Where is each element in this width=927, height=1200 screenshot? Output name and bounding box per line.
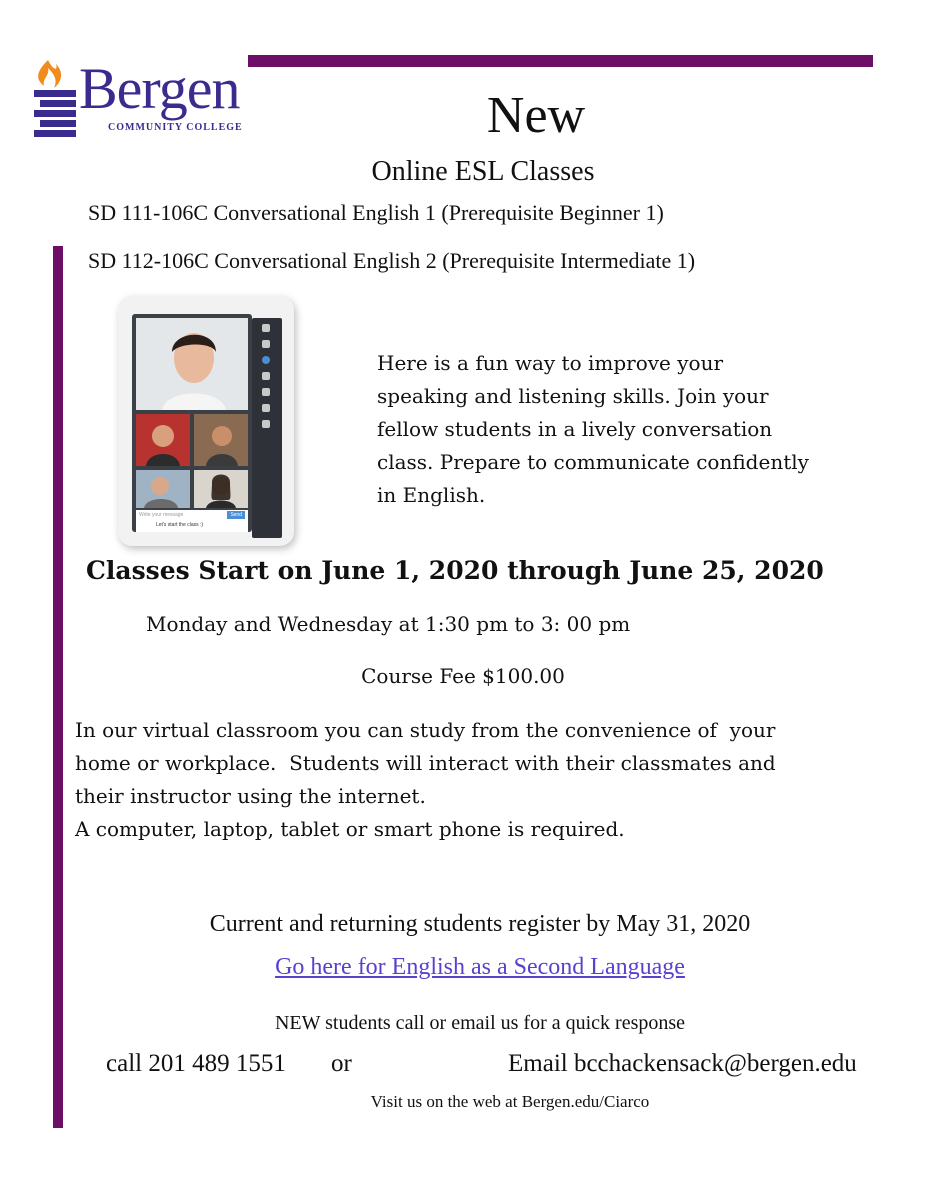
student-video-tile-2 (194, 414, 248, 466)
tool-icon (262, 324, 270, 332)
chat-panel (136, 510, 248, 532)
instructor-video-tile (136, 318, 248, 410)
video-class-photo (118, 296, 294, 546)
course-line-1: SD 111-106C Conversational English 1 (Prerequisite Beginner 1) (88, 200, 664, 225)
email-address[interactable]: Email bcchackensack@bergen.edu (508, 1050, 857, 1077)
logo-wordmark: Bergen (79, 56, 240, 121)
tool-icon (262, 388, 270, 396)
video-grid (132, 314, 252, 532)
virtual-classroom-paragraph (75, 714, 855, 846)
whiteboard-toolbar (252, 318, 282, 538)
send-button: Send (227, 511, 245, 519)
virtual-line-1: In our virtual classroom you can study from the convenience of your (75, 718, 776, 742)
top-accent-bar (248, 55, 873, 67)
virtual-line-4: A computer, laptop, tablet or smart phone is required. (75, 817, 625, 841)
phone-number[interactable]: call 201 489 1551 (106, 1050, 286, 1077)
class-dates-heading: Classes Start on June 1, 2020 through June 25, 2020 (86, 556, 824, 585)
student-video-tile-1 (136, 414, 190, 466)
intro-paragraph: Here is a fun way to improve your speaking and listening skills. Join your fellow students in a lively conversation class. Prepare to communicate confidently in English. (377, 351, 809, 507)
student-avatar-icon (194, 470, 248, 508)
student-avatar-icon (136, 414, 190, 466)
chat-input: Write your message (139, 512, 184, 518)
website-note: Visit us on the web at Bergen.edu/Ciarco (370, 1092, 650, 1111)
tool-icon (262, 420, 270, 428)
tool-icon (262, 404, 270, 412)
student-video-tile-3 (136, 470, 190, 508)
student-video-tile-4 (194, 470, 248, 508)
student-avatar-icon (194, 414, 248, 466)
logo-subtitle: COMMUNITY COLLEGE (108, 122, 243, 133)
student-avatar-icon (136, 470, 190, 508)
course-fee: Course Fee $100.00 (361, 664, 565, 688)
page-title: New (486, 87, 586, 144)
chat-message: Let's start the class :) (156, 522, 204, 528)
course-line-2: SD 112-106C Conversational English 2 (Prerequisite Intermediate 1) (88, 248, 696, 273)
instructor-avatar-icon (136, 318, 248, 410)
or-separator: or (331, 1050, 352, 1077)
registration-deadline: Current and returning students register by May 31, 2020 (209, 911, 751, 937)
page-subtitle: Online ESL Classes (371, 156, 595, 187)
virtual-line-3: their instructor using the internet. (75, 784, 426, 808)
virtual-line-2: home or workplace. Students will interact with their classmates and (75, 751, 776, 775)
tool-icon (262, 372, 270, 380)
esl-link[interactable]: Go here for English as a Second Language (275, 954, 685, 980)
tool-icon (262, 340, 270, 348)
tool-icon (262, 356, 270, 364)
new-students-note: NEW students call or email us for a quick response (274, 1012, 686, 1034)
class-schedule: Monday and Wednesday at 1:30 pm to 3: 00 pm (146, 612, 631, 636)
